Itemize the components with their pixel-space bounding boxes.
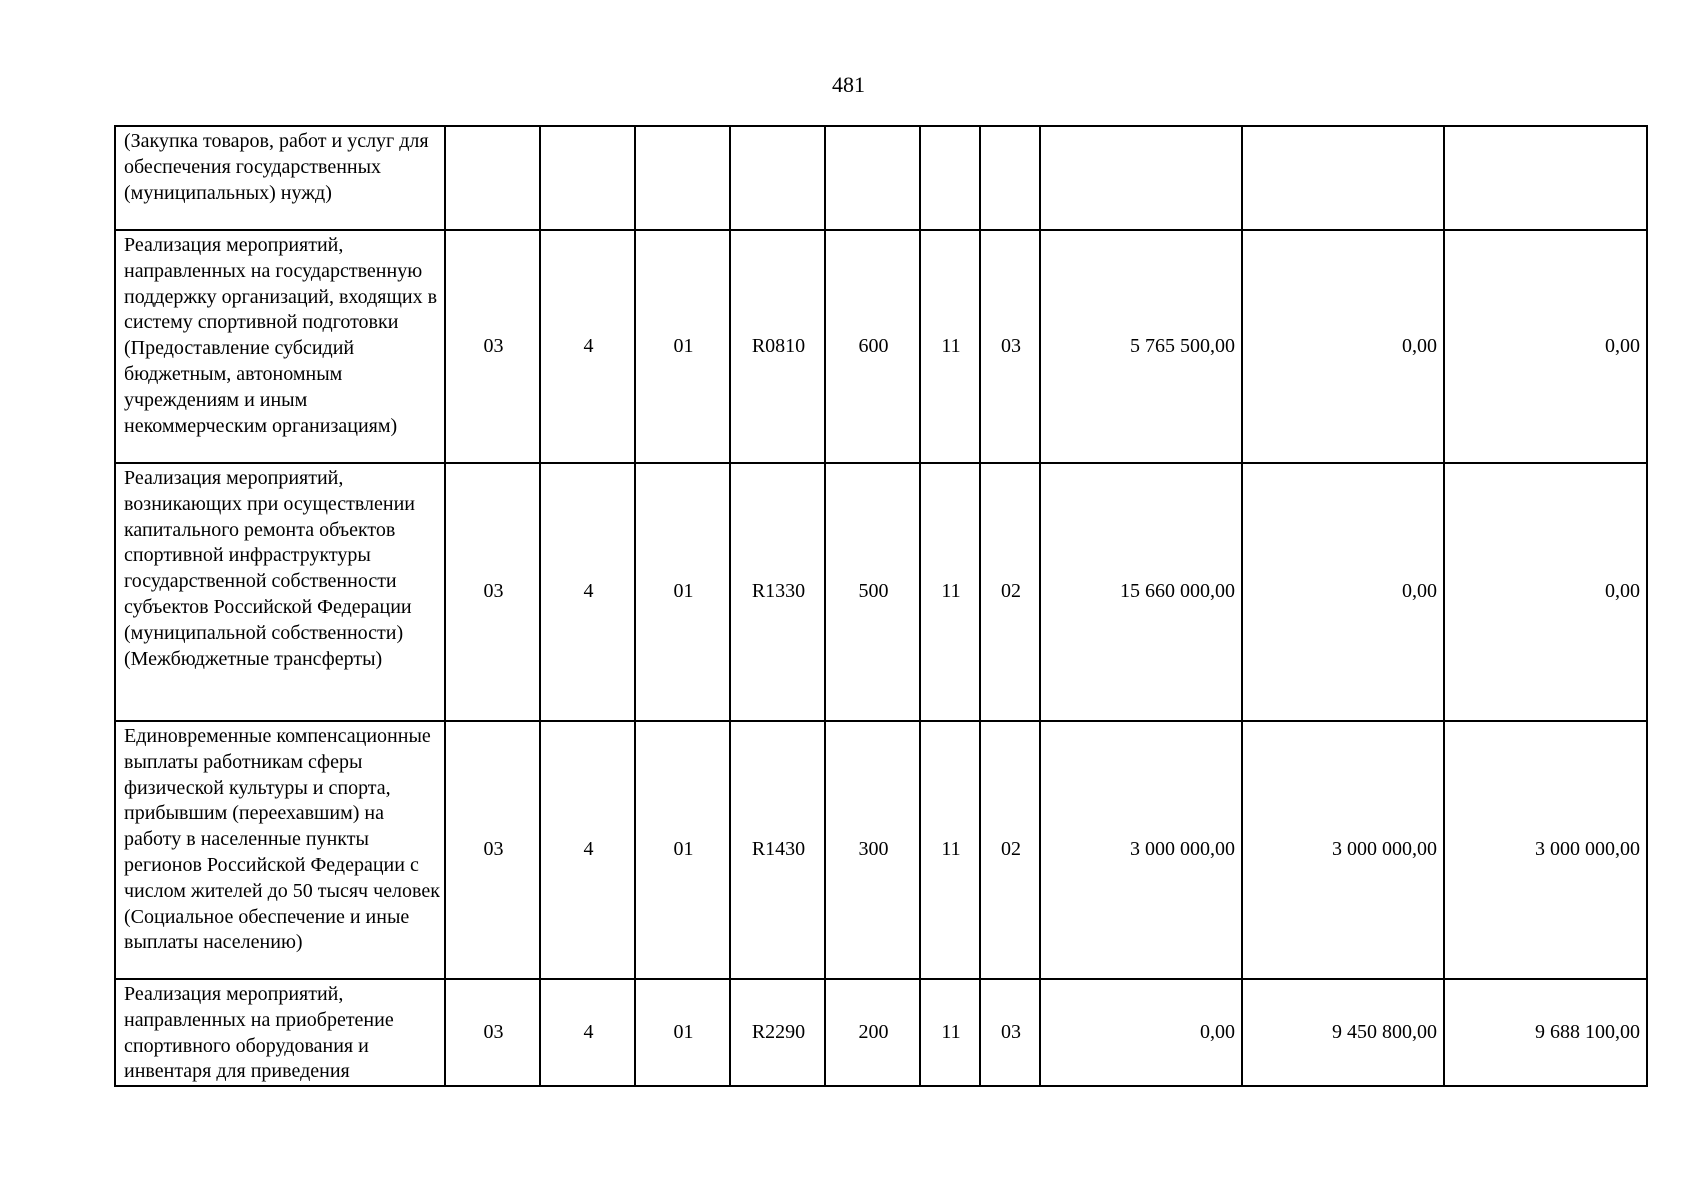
cell-amount-year-2 (1242, 126, 1444, 230)
cell-subprogram: 4 (540, 979, 635, 1086)
cell-subsection: 03 (980, 979, 1040, 1086)
cell-amount-year-1: 15 660 000,00 (1040, 463, 1242, 721)
row-description: Единовременные компенсационные выплаты работникам сферы физической культуры и спорта, прибывшим (переехавшим) на работу в населенные пункты регионов Российской Федерации с числом жителей до 50 тысяч человек (Социальное обеспечение и иные выплаты населению) (115, 721, 445, 979)
cell-direction-code (730, 126, 825, 230)
table-row (115, 126, 1647, 230)
cell-subsection: 02 (980, 721, 1040, 979)
cell-program: 03 (445, 463, 540, 721)
cell-subprogram: 4 (540, 721, 635, 979)
cell-amount-year-1: 0,00 (1040, 979, 1242, 1086)
cell-direction-code: R1330 (730, 463, 825, 721)
budget-table (114, 125, 1648, 1087)
table-row (115, 979, 1647, 1086)
cell-amount-year-1: 3 000 000,00 (1040, 721, 1242, 979)
cell-expense-type: 200 (825, 979, 920, 1086)
cell-direction-code: R1430 (730, 721, 825, 979)
cell-section: 11 (920, 230, 980, 463)
cell-subprogram (540, 126, 635, 230)
row-description: Реализация мероприятий, направленных на государственную поддержку организаций, входящих в систему спортивной подготовки (Предоставление субсидий бюджетным, автономным учреждениям и иным некоммерческим организациям) (115, 230, 445, 463)
cell-amount-year-2: 3 000 000,00 (1242, 721, 1444, 979)
cell-amount-year-3: 0,00 (1444, 230, 1647, 463)
cell-expense-type (825, 126, 920, 230)
cell-main-event: 01 (635, 463, 730, 721)
page-number: 481 (832, 72, 865, 97)
cell-direction-code: R0810 (730, 230, 825, 463)
cell-amount-year-1 (1040, 126, 1242, 230)
cell-program: 03 (445, 230, 540, 463)
cell-section: 11 (920, 721, 980, 979)
cell-main-event: 01 (635, 230, 730, 463)
cell-amount-year-2: 0,00 (1242, 463, 1444, 721)
table-row (115, 463, 1647, 721)
cell-main-event: 01 (635, 721, 730, 979)
cell-amount-year-2: 9 450 800,00 (1242, 979, 1444, 1086)
table-row (115, 721, 1647, 979)
cell-main-event (635, 126, 730, 230)
cell-program (445, 126, 540, 230)
cell-amount-year-3: 0,00 (1444, 463, 1647, 721)
cell-main-event: 01 (635, 979, 730, 1086)
cell-section (920, 126, 980, 230)
cell-subsection: 02 (980, 463, 1040, 721)
cell-expense-type: 600 (825, 230, 920, 463)
cell-section: 11 (920, 979, 980, 1086)
cell-subsection (980, 126, 1040, 230)
row-description: (Закупка товаров, работ и услуг для обеспечения государственных (муниципальных) нужд) (115, 126, 445, 230)
cell-subprogram: 4 (540, 230, 635, 463)
cell-subsection: 03 (980, 230, 1040, 463)
cell-expense-type: 500 (825, 463, 920, 721)
row-description: Реализация мероприятий, возникающих при осуществлении капитального ремонта объектов спортивной инфраструктуры государственной собственности субъектов Российской Федерации (муниципальной собственности) (Межбюджетные трансферты) (115, 463, 445, 721)
cell-program: 03 (445, 721, 540, 979)
cell-amount-year-2: 0,00 (1242, 230, 1444, 463)
cell-subprogram: 4 (540, 463, 635, 721)
cell-amount-year-3 (1444, 126, 1647, 230)
cell-amount-year-1: 5 765 500,00 (1040, 230, 1242, 463)
cell-program: 03 (445, 979, 540, 1086)
cell-amount-year-3: 3 000 000,00 (1444, 721, 1647, 979)
cell-direction-code: R2290 (730, 979, 825, 1086)
cell-section: 11 (920, 463, 980, 721)
table-row (115, 230, 1647, 463)
cell-amount-year-3: 9 688 100,00 (1444, 979, 1647, 1086)
cell-expense-type: 300 (825, 721, 920, 979)
row-description: Реализация мероприятий, направленных на приобретение спортивного оборудования и инвентаря для приведения (115, 979, 445, 1086)
